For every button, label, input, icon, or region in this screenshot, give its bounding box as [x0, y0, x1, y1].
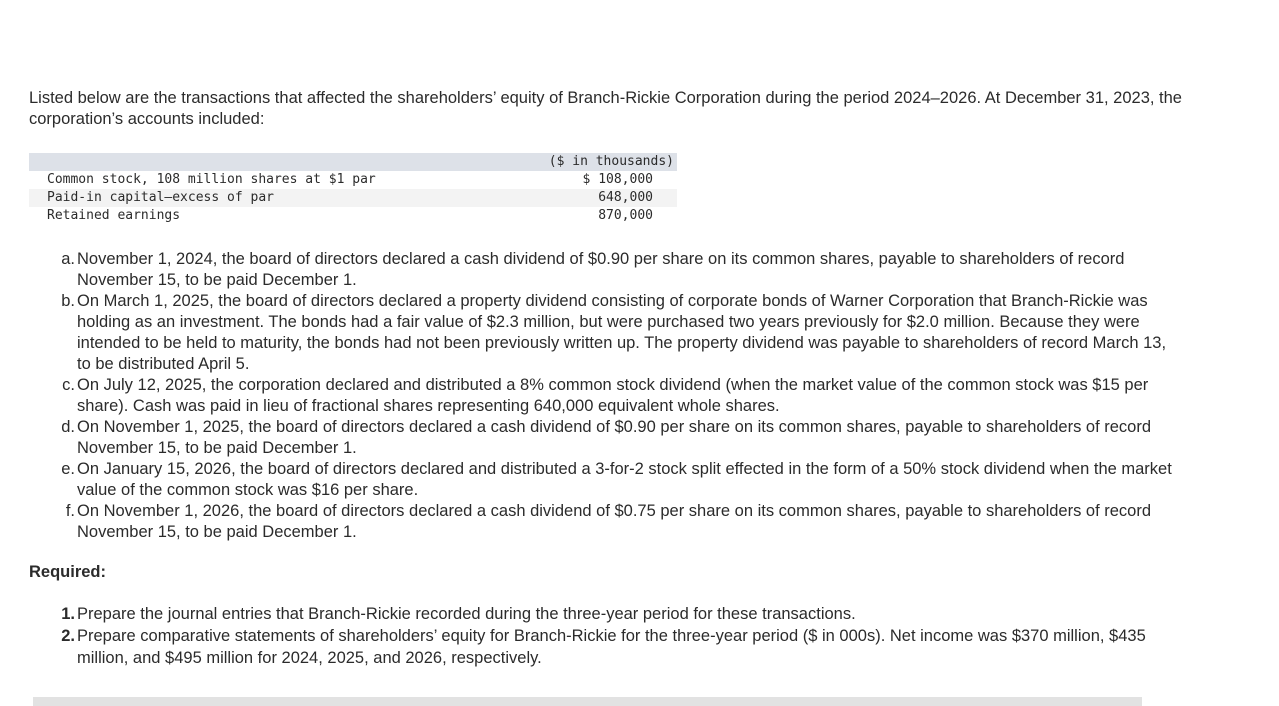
required-list [29, 603, 1179, 669]
table-header-row [29, 153, 677, 171]
item-marker: f. [65, 502, 75, 520]
table-row-retained-earnings [29, 207, 677, 225]
item-text: On November 1, 2026, the board of directors declared a cash dividend of $0.75 per share on its common shares, payable to shareholders of record November 15, to be paid December 1. [77, 502, 1152, 541]
item-text: On March 1, 2025, the board of directors declared a property dividend consisting of corporate bonds of Warner Corporation that Branch-Rickie was holding as an investment. The bonds had a fair value of $2.3 million, but were purchased two years previously for $2.0 million. Because they were intended to be held to maturity, the bonds had not been previously written up. The property dividend was payable to shareholders of record March 13, to be distributed April 5. [77, 292, 1167, 373]
required-item [29, 625, 1179, 669]
row-label: Retained earnings [47, 208, 181, 223]
item-marker: d. [61, 418, 75, 436]
row-value: 648,000 [527, 189, 677, 207]
transaction-item [29, 375, 1179, 417]
item-marker: 2. [61, 627, 75, 645]
item-text: Prepare comparative statements of shareholders’ equity for Branch-Rickie for the three-year period ($ in 000s). Net income was $370 million, $435 million, and $495 million for 2024, 2025, and 2026, respectively. [77, 627, 1146, 667]
transaction-item [29, 417, 1179, 459]
table-row-common-stock [29, 171, 677, 189]
transaction-item [29, 249, 1179, 291]
item-marker: e. [61, 460, 75, 478]
item-marker: c. [62, 376, 75, 394]
accounts-table [29, 153, 677, 225]
row-label: Paid-in capital—excess of par [29, 189, 527, 207]
item-marker: 1. [61, 605, 75, 623]
transaction-item [29, 291, 1179, 375]
table-row-paid-in-capital [29, 189, 677, 207]
required-item [29, 603, 1179, 625]
horizontal-scrollbar[interactable] [33, 697, 1142, 706]
item-text: On November 1, 2025, the board of directors declared a cash dividend of $0.90 per share on its common shares, payable to shareholders of record November 15, to be paid December 1. [77, 418, 1152, 457]
item-text: On July 12, 2025, the corporation declared and distributed a 8% common stock dividend (when the market value of the common stock was $15 per share). Cash was paid in lieu of fractional shares representing 640,000 equivalent whole shares. [77, 376, 1149, 415]
intro-text: Listed below are the transactions that affected the shareholders’ equity of Branch-Rickie Corporation during the period 2024–2026. At December 31, 2023, the corporation’s accounts included: [29, 89, 1182, 128]
item-text: On January 15, 2026, the board of directors declared and distributed a 3-for-2 stock split effected in the form of a 50% stock dividend when the market value of the common stock was $16 per share. [77, 460, 1172, 499]
transaction-list [29, 249, 1179, 543]
item-marker: b. [61, 292, 75, 310]
item-text: November 1, 2024, the board of directors declared a cash dividend of $0.90 per share on its common shares, payable to shareholders of record November 15, to be paid December 1. [77, 250, 1125, 289]
required-heading: Required: [29, 563, 107, 581]
item-marker: a. [61, 250, 75, 268]
transaction-item [29, 501, 1179, 543]
item-text: Prepare the journal entries that Branch-Rickie recorded during the three-year period for these transactions. [77, 605, 856, 623]
row-label: Common stock, 108 million shares at $1 par [47, 172, 376, 187]
row-value: 870,000 [598, 208, 653, 223]
row-value: $ 108,000 [582, 172, 653, 187]
transaction-item [29, 459, 1179, 501]
table-header-units: ($ in thousands) [527, 153, 677, 171]
